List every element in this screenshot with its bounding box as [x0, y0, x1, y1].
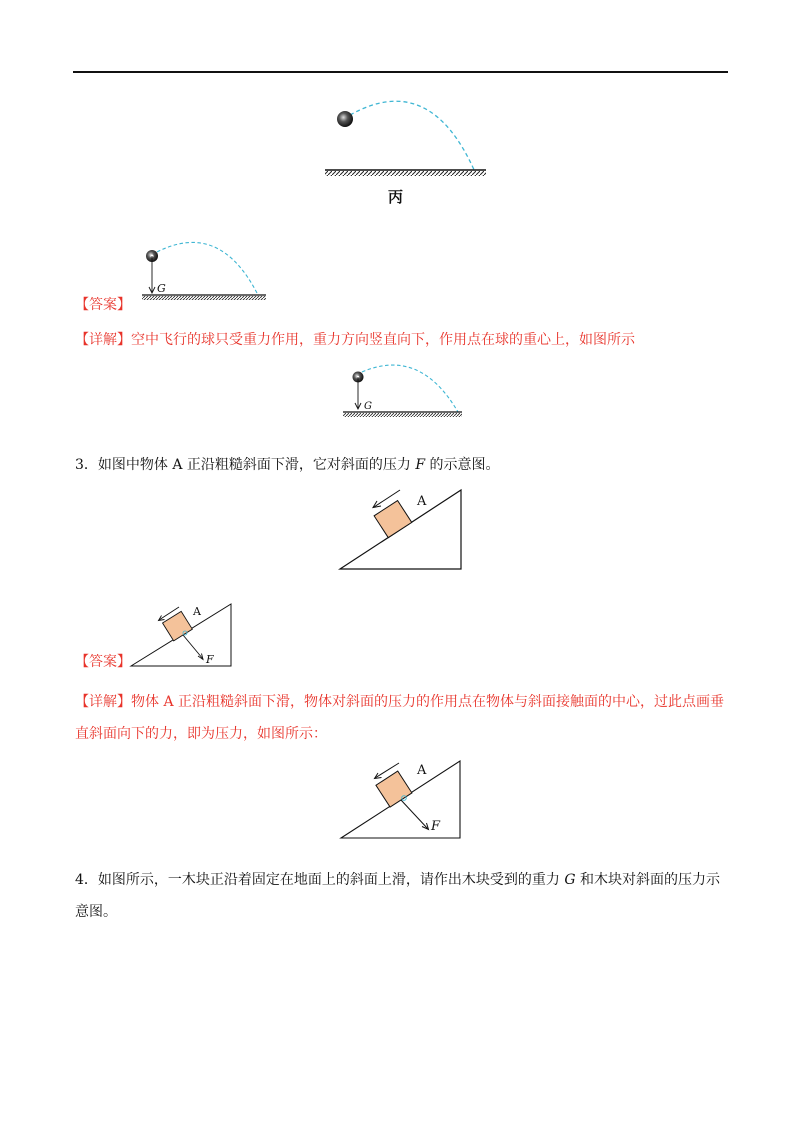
header-rule — [73, 71, 728, 73]
q3-question — [75, 455, 500, 475]
q2-explain-text: 空中飞行的球只受重力作用，重力方向竖直向下，作用点在球的重心上，如图所示 — [131, 332, 635, 348]
q4-number: 4． — [75, 872, 98, 888]
q4-text-a: 如图所示，一木块正沿着固定在地面上的斜面上滑，请作出木块受到的重力 — [97, 872, 565, 888]
explain-incline-figure — [335, 755, 470, 845]
block-label: A — [417, 494, 427, 509]
force-label-2: F — [431, 819, 441, 834]
q3-text-a: 如图中物体 A 正沿粗糙斜面下滑，它对斜面的压力 — [97, 457, 416, 473]
q3-explain-label: 【详解】 — [75, 694, 131, 710]
block-label-3: A — [417, 763, 427, 778]
figure-caption: 丙 — [388, 188, 404, 206]
trajectory-curve — [350, 101, 475, 172]
q3-text-var: F — [415, 457, 426, 473]
incline-figure — [330, 480, 470, 575]
q2-explanation — [75, 330, 635, 350]
force-label: F — [206, 653, 214, 666]
block-label-2: A — [193, 605, 201, 618]
ball-trajectory-figure — [320, 95, 495, 180]
gravity-label: G — [157, 282, 166, 295]
q2-explain-label: 【详解】 — [75, 332, 131, 348]
q2-answer-label: 【答案】 — [75, 297, 131, 313]
ball — [337, 111, 353, 127]
q4-text-b: 和木块对斜面的压力示 — [575, 872, 721, 888]
q4-text-var: G — [564, 872, 576, 888]
ground-hatch — [325, 171, 486, 176]
q3-explanation-line1 — [75, 692, 724, 712]
q3-number: 3． — [75, 457, 98, 473]
gravity-label-2: G — [364, 401, 372, 412]
q3-text-b: 的示意图。 — [425, 457, 500, 473]
q3-answer-label: 【答案】 — [75, 654, 131, 670]
q4-question-line1 — [75, 870, 720, 890]
q3-explanation-line2: 直斜面向下的力，即为压力，如图所示： — [75, 726, 327, 742]
explain-ball-figure — [340, 362, 465, 422]
answer-incline-figure — [125, 598, 235, 673]
q3-explain-text-1: 物体 A 正沿粗糙斜面下滑，物体对斜面的压力的作用点在物体与斜面接触面的中心，过此点画垂 — [131, 694, 725, 710]
q4-question-line2: 意图。 — [75, 904, 117, 920]
